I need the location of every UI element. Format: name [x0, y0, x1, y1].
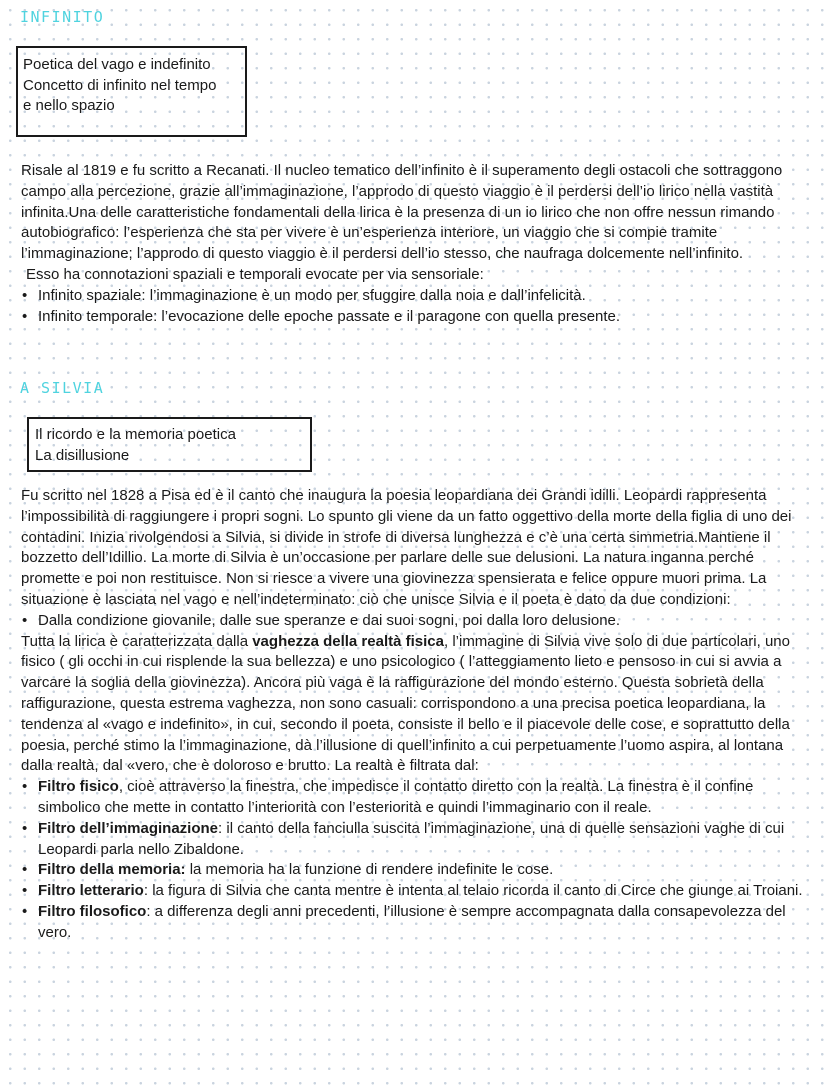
infinito-body — [21, 161, 811, 327]
list-item — [21, 819, 811, 861]
section-title-a-silvia: A SILVIA — [20, 379, 105, 397]
filter-label: Filtro letterario — [38, 882, 144, 900]
emphasis: vaghezza della realtà fisica — [252, 632, 444, 650]
infinito-intro: Esso ha connotazioni spaziali e temporali evocate per via sensoriale: — [26, 265, 484, 283]
list-item — [21, 902, 811, 944]
filter-text: : a differenza degli anni precedenti, l’illusione è sempre accompagnata dalla consapevolezza del vero. — [38, 902, 786, 941]
list-item: • Infinito temporale: l’evocazione delle epoche passate e il paragone con quella presente. — [21, 307, 811, 328]
summary-box-infinito — [16, 46, 247, 137]
infinito-paragraph: Risale al 1819 e fu scritto a Recanati. Il nucleo tematico dell’infinito è il superamento degli ostacoli che sottraggono campo alla percezione, grazie all’immaginazione, l’approdo di questo viaggio è il perdersi dell’io lirico nella vastità infinita.Una delle caratteristiche fondamentali della lirica è la presenza di un io lirico che non offre nessun rimando autobiografico: l’esperienza che sta per vivere è un’esperienza interiore, un viaggio che si compie tramite l’immaginazione; l’approdo di questo viaggio è il perdersi dell’io stesso, che naufraga dolcemente nell’infinito. — [21, 162, 783, 263]
box-line: Poetica del vago e indefinito — [23, 56, 211, 73]
box-line: Concetto di infinito nel tempo — [23, 76, 217, 94]
box-line: La disillusione — [35, 446, 130, 464]
text: , l’immagine di Silvia vive solo di due particolari, uno fisico ( gli occhi in cui risplende la sua bellezza) e uno psicologico ( l’atteggiamento lieto e pensoso in cui si avvia a varcare la soglia della giovinezza). Ancora più vaga è la raffigurazione del mondo esterno. Questa sobrietà della raffigurazione, questa estrema vaghezza, non sono casuali: corrispondono a una precisa poetica leopardiana, la tendenza al «vago e indefinito», in cui, secondo il poeta, consiste il bello e il piacevole delle cose, e soprattutto della poesia, perché stimo la l’immaginazione, dà l’illusione di quell’infinito a cui perpetuamente l’uomo aspira, al lontana dalla realtà, dal «vero, che è doloroso e brutto. La realtà è filtrata dal: — [21, 632, 790, 775]
list-item — [21, 777, 811, 819]
filter-text: la memoria ha la funzione di rendere indefinite le cose. — [185, 861, 554, 879]
list-item — [21, 881, 811, 902]
list-item: • Dalla condizione giovanile, dalle sue speranze e dai suoi sogni, poi dalla loro delusione. — [21, 611, 811, 632]
filter-label: Filtro dell’immaginazione — [38, 819, 219, 837]
filter-label: Filtro fisico — [38, 778, 119, 796]
silvia-paragraph: Fu scritto nel 1828 a Pisa ed è il canto che inaugura la poesia leopardiana dei Grandi idilli. Leopardi rappresenta l’impossibilità di raggiungere i propri sogni. Lo spunto gli viene da un fatto oggettivo della morte della figlia di uno dei contadini. Inizia rivolgendosi a Silvia, si divide in strofe di diversa lunghezza e c’è una certa simmetria.Mantiene il bozzetto dell’Idillio. La morte di Silvia è un’occasione per parlare delle sue delusioni. La natura inganna perché promette e poi non restituisce. Non si riesce a vivere una giovinezza spensierata e felice oppure muori prima. La situazione è lasciata nel vago e nell’indeterminato: ciò che unisce Silvia e il poeta è dato da due condizioni: — [21, 487, 792, 608]
filter-text: : la figura di Silvia che canta mentre è intenta al telaio ricorda il canto di Circe che giunge ai Troiani. — [143, 882, 803, 900]
filter-text: , cioè attraverso la finestra, che impedisce il contatto diretto con la realtà. La finestra è il confine simbolico che mette in contatto l’interiorità con l’esteriorità e quindi l’immaginario con il reale. — [38, 778, 754, 816]
filter-text: : il canto della fanciulla suscita l’immaginazione, una di quelle sensazioni vaghe di cui Leopardi parla nello Zibaldone. — [38, 819, 785, 858]
summary-box-silvia — [27, 417, 312, 472]
text: Tutta la lirica è caratterizzata dalla — [21, 632, 253, 650]
box-line: e nello spazio — [23, 97, 115, 114]
silvia-paragraph-2 — [21, 632, 811, 778]
filter-label: Filtro della memoria: — [38, 861, 186, 879]
section-title-infinito: INFINITO — [20, 8, 105, 26]
list-item: • Infinito spaziale: l’immaginazione è un modo per sfuggire dalla noia e dall’infelicità. — [21, 286, 811, 307]
filter-label: Filtro filosofico — [38, 902, 147, 920]
silvia-body — [21, 486, 811, 944]
list-item — [21, 860, 811, 881]
box-line: Il ricordo e la memoria poetica — [35, 426, 236, 443]
